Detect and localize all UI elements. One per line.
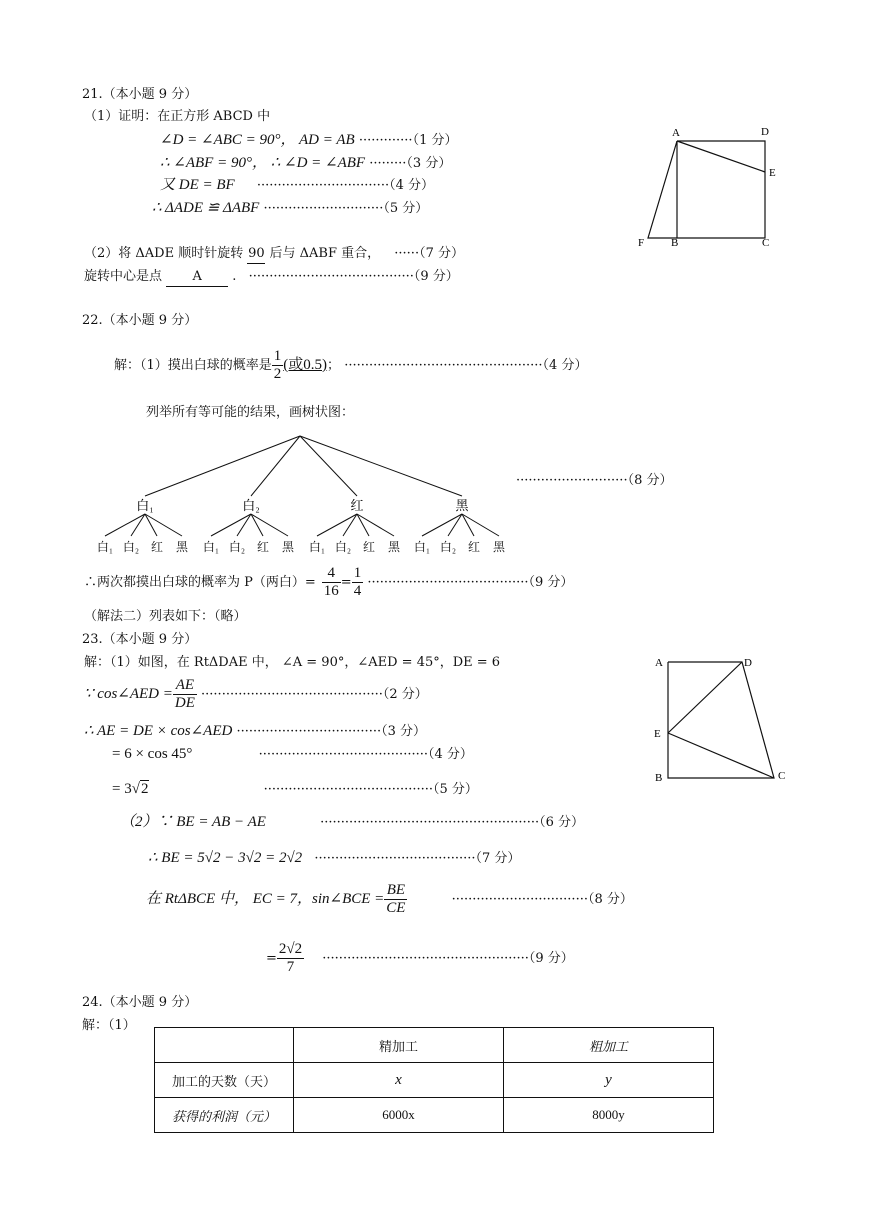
q23-header: 23.（本小题 9 分）	[82, 632, 198, 647]
tree-node-level2: 红	[150, 540, 164, 554]
tree-branch	[211, 514, 251, 536]
tree-node-level2: 白₁	[202, 540, 220, 554]
q23-l7-math: ∴ BE = 5√2 − 3√2 = 2√2	[148, 850, 303, 866]
q23-line5: = 3√2 ·········································（5 分）	[112, 781, 478, 797]
q22-tree-diagram	[88, 430, 518, 558]
q21-part2-b: 后与 ΔABF 重合，	[269, 246, 381, 261]
q21-line4-score: ·····························（5 分）	[263, 201, 429, 216]
tree-node-level2: 黑	[492, 540, 506, 554]
q23-segment-ec	[668, 733, 774, 778]
q21-triangle-abf	[648, 141, 677, 238]
tree-node-level2: 黑	[281, 540, 295, 554]
q22-result-frac1	[322, 565, 341, 600]
q21-label-f: F	[638, 237, 645, 249]
tree-node-level2: 黑	[387, 540, 401, 554]
tree-branch	[105, 514, 145, 536]
tree-node-level2: 白₂	[439, 540, 457, 554]
tree-node-level2: 黑	[175, 540, 189, 554]
q22-result-num2: 1	[353, 565, 362, 581]
q21-center	[84, 268, 459, 287]
q23-l9-eq: =	[266, 951, 277, 966]
q23-l6-score: ·····················································（6 分）	[320, 815, 584, 830]
q22-result	[84, 564, 573, 602]
q21-part2-angle: 90	[247, 245, 265, 264]
q21-part2-score: ······（7 分）	[394, 246, 464, 261]
q23-l9-frac	[277, 941, 304, 976]
q22-header: 22.（本小题 9 分）	[82, 313, 198, 328]
q23-l6-math: （2）∵ BE = AB − AE	[120, 814, 266, 830]
q23-l2-den: DE	[174, 695, 195, 711]
q23-figure	[648, 652, 798, 784]
q23-line3	[84, 722, 426, 741]
q22-tree-score: ···························（8 分）	[516, 473, 673, 488]
q24-row-days-label: 加工的天数（天）	[155, 1063, 294, 1098]
q24-row-days-y: y	[504, 1063, 714, 1098]
q24-row-profit-rough: 8000y	[504, 1098, 714, 1133]
q22-result-a: ∴两次都摸出白球的概率为 P（两白）=	[84, 575, 316, 590]
q21-line4-math: ∴ ΔADE ≌ ΔABF	[152, 200, 260, 216]
q23-l5-rad: 2	[140, 781, 149, 797]
q22-alt: （解法二）列表如下：（略）	[84, 609, 247, 624]
q23-l9-den: 7	[286, 959, 295, 975]
q23-l2-num: AE	[173, 677, 197, 695]
tree-node-level1: 红	[350, 498, 364, 513]
tree-node-level2: 红	[256, 540, 270, 554]
q23-line7	[148, 849, 520, 868]
tree-branch	[422, 514, 462, 536]
q23-l3-score: ···································（3 分）	[236, 724, 426, 739]
q22-sol-score: ················································（4 分）	[344, 358, 588, 373]
q21-line2-score: ·········（3 分）	[369, 156, 452, 171]
q21-line1-math: ∠D = ∠ABC = 90°， AD = AB	[160, 132, 355, 148]
q21-line4	[152, 199, 428, 218]
q23-l7-score: ·······································（7 分）	[314, 851, 521, 866]
q21-line1-score: ·············（1 分）	[358, 133, 458, 148]
table-row	[155, 1063, 714, 1098]
q21-center-b: .	[232, 269, 237, 284]
q22-tree-branches-top	[145, 436, 462, 496]
tree-node-level2: 白₁	[413, 540, 431, 554]
q22-result-den2: 4	[353, 583, 362, 599]
q21-line2	[160, 154, 451, 173]
q22-result-den1: 16	[323, 583, 339, 599]
q22-result-eq: =	[340, 575, 352, 590]
q23-line2	[84, 674, 428, 715]
q23-l9-score: ··················································（9 分）	[322, 951, 574, 966]
q23-l8-num: BE	[384, 882, 407, 900]
q21-center-blank: A	[166, 268, 228, 287]
tree-node-level1: 白₁	[136, 498, 154, 513]
tree-node-level2: 红	[467, 540, 481, 554]
q21-label-b: B	[671, 237, 679, 249]
q21-label-e: E	[769, 167, 776, 179]
table-row	[155, 1098, 714, 1133]
q23-l2-frac	[173, 677, 197, 712]
q24-header: 24.（本小题 9 分）	[82, 995, 198, 1010]
q23-segment-ed	[668, 662, 742, 733]
q23-line6	[120, 813, 584, 832]
q21-part1-intro: （1）证明：在正方形 ABCD 中	[84, 109, 271, 124]
q22-sol-tail: ；	[327, 358, 341, 373]
q22-frac-num: 1	[273, 348, 282, 364]
q21-line1	[160, 131, 457, 150]
q23-l8-score: ·································（8 分）	[451, 892, 633, 907]
q23-label-c: C	[778, 770, 786, 782]
q21-part2-a: （2）将 ΔADE 顺时针旋转	[84, 246, 244, 261]
q21-segment-ae	[677, 141, 765, 172]
q21-center-score: ········································（9 分）	[248, 269, 459, 284]
q23-l2-score: ············································（2 分）	[201, 687, 428, 702]
q23-label-d: D	[744, 657, 752, 669]
q23-quadrilateral	[668, 662, 774, 778]
q23-line1: 解：（1）如图，在 RtΔDAE 中， ∠A = 90°，∠AED = 45°，DE = 6	[84, 655, 501, 670]
q23-l8-frac	[384, 882, 407, 917]
tree-node-level1: 黑	[455, 498, 469, 513]
tree-node-level2: 白₁	[308, 540, 326, 554]
q24-solution: 解：（1）	[82, 1018, 136, 1033]
tree-node-level1: 白₂	[242, 498, 260, 513]
tree-node-level2: 白₂	[228, 540, 246, 554]
q23-line9	[266, 937, 574, 981]
q24-head-empty	[155, 1028, 294, 1063]
q22-sol-a: 解：（1）摸出白球的概率是	[114, 358, 272, 373]
q21-label-d: D	[761, 126, 769, 138]
tree-branch	[317, 514, 357, 536]
q24-row-profit-label: 获得的利润（元）	[155, 1098, 294, 1133]
q21-center-a: 旋转中心是点	[84, 269, 163, 284]
tree-node-level2: 白₂	[122, 540, 140, 554]
q22-tree-intro: 列举所有等可能的结果，画树状图：	[146, 405, 355, 420]
q22-result-frac2	[352, 565, 364, 600]
q24-table	[154, 1027, 714, 1133]
q23-l5-a: = 3	[112, 781, 132, 797]
q23-l5-score: ·········································（5 分）	[263, 782, 478, 797]
q21-square	[677, 141, 765, 238]
q21-line3-score: ································（4 分）	[256, 178, 434, 193]
q22-frac-tail: (或0.5)	[283, 357, 328, 373]
tree-node-level2: 红	[362, 540, 376, 554]
q21-header: 21.（本小题 9 分）	[82, 87, 198, 102]
q23-l4-math: = 6 × cos 45°	[112, 746, 193, 762]
q21-line3	[160, 176, 434, 195]
q23-line8	[146, 878, 633, 921]
q23-line4	[112, 745, 473, 764]
q24-row-days-x: x	[294, 1063, 504, 1098]
q21-line3-math: 又 DE = BF	[160, 177, 235, 193]
q21-line2-math: ∴ ∠ABF = 90°， ∴ ∠D = ∠ABF	[160, 155, 366, 171]
q22-solution	[114, 346, 587, 385]
q24-head-rough: 粗加工	[504, 1028, 714, 1063]
q23-label-a: A	[655, 657, 663, 669]
tree-node-level2: 白₁	[96, 540, 114, 554]
table-row	[155, 1028, 714, 1063]
q22-tree-level2	[97, 514, 506, 554]
q22-frac-den: 2	[273, 366, 282, 382]
q23-l8-den: CE	[386, 900, 406, 916]
q23-l4-score: ·········································（4 分）	[258, 747, 473, 762]
q22-result-num1: 4	[322, 565, 341, 583]
q22-frac	[272, 348, 284, 383]
q23-l8-a: 在 RtΔBCE 中， EC = 7，sin∠BCE =	[146, 891, 385, 907]
q23-l3-math: ∴ AE = DE × cos∠AED	[84, 723, 233, 739]
tree-node-level2: 白₂	[334, 540, 352, 554]
q24-head-fine: 精加工	[294, 1028, 504, 1063]
q21-part2	[84, 245, 464, 264]
q21-figure	[630, 122, 790, 252]
q22-tree-level1	[136, 498, 469, 513]
q23-l9-num: 2√2	[278, 941, 303, 957]
q22-result-score: ·······································（9 分）	[367, 575, 574, 590]
q21-label-a: A	[672, 127, 680, 139]
q23-l2-a: ∵ cos∠AED =	[84, 686, 173, 702]
q21-label-c: C	[762, 237, 770, 249]
q23-label-b: B	[655, 772, 663, 784]
q23-label-e: E	[654, 728, 661, 740]
q24-row-profit-fine: 6000x	[294, 1098, 504, 1133]
